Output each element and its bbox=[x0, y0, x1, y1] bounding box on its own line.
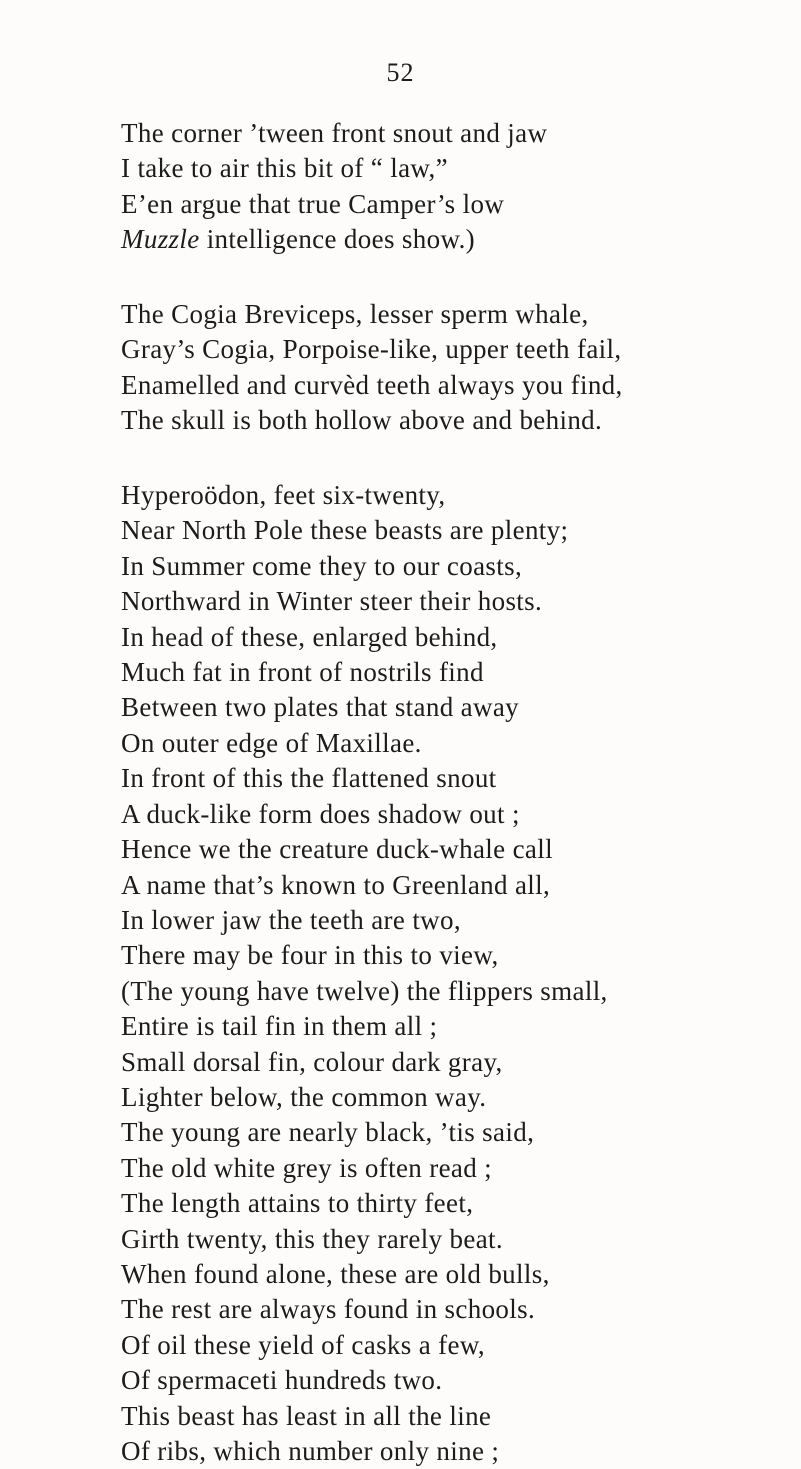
page-number: 52 bbox=[386, 58, 415, 87]
italic-word: Muzzle bbox=[121, 224, 200, 255]
poem-line: A name that’s known to Greenland all, bbox=[121, 869, 551, 900]
poem-line: Small dorsal fin, colour dark gray, bbox=[121, 1046, 503, 1077]
poem-line: Entire is tail fin in them all ; bbox=[121, 1011, 438, 1042]
poem-line: Of ribs, which number only nine ; bbox=[121, 1436, 500, 1466]
poem-line: Lighter below, the common way. bbox=[121, 1081, 487, 1112]
poem-line: In front of this the flattened snout bbox=[121, 763, 497, 794]
poem-line: Enamelled and curvèd teeth always you find, bbox=[121, 369, 623, 400]
poem-line: The Cogia Breviceps, lesser sperm whale, bbox=[121, 299, 589, 330]
poem-line: (The young have twelve) the flippers small, bbox=[121, 975, 608, 1006]
poem-line: In Summer come they to our coasts, bbox=[121, 550, 523, 581]
poem-line: I take to air this bit of “ law,” bbox=[121, 153, 448, 184]
poem-line: The corner ’tween front snout and jaw bbox=[121, 118, 548, 148]
poem-line: In head of these, enlarged behind, bbox=[121, 621, 498, 652]
poem-line: Hyperoödon, feet six-twenty, bbox=[121, 480, 446, 511]
poem-line: The length attains to thirty feet, bbox=[121, 1188, 474, 1219]
line-remainder: intelligence does show.) bbox=[199, 224, 476, 255]
poem-line: The old white grey is often read ; bbox=[121, 1152, 493, 1183]
poem-line: Gray’s Cogia, Porpoise-like, upper teeth fail, bbox=[121, 334, 622, 365]
poem-line: The skull is both hollow above and behind. bbox=[121, 405, 603, 436]
poem-line: Between two plates that stand away bbox=[121, 692, 520, 723]
poem-line: Northward in Winter steer their hosts. bbox=[121, 586, 543, 617]
poem-line bbox=[121, 222, 781, 257]
poem-line: E’en argue that true Camper’s low bbox=[121, 188, 505, 219]
poem-line: Of spermaceti hundreds two. bbox=[121, 1365, 443, 1396]
poem-line: Hence we the creature duck-whale call bbox=[121, 834, 553, 865]
poem-body bbox=[121, 116, 781, 1469]
poem-line: In lower jaw the teeth are two, bbox=[121, 904, 461, 935]
stanza bbox=[121, 116, 781, 258]
poem-line: Much fat in front of nostrils find bbox=[121, 657, 484, 688]
poem-line: A duck-like form does shadow out ; bbox=[121, 798, 520, 829]
poem-line: On outer edge of Maxillae. bbox=[121, 727, 422, 758]
poem-line: Girth twenty, this they rarely beat. bbox=[121, 1223, 503, 1254]
stanza bbox=[121, 297, 781, 439]
poem-line: This beast has least in all the line bbox=[121, 1400, 492, 1431]
poem-line: The rest are always found in schools. bbox=[121, 1294, 536, 1325]
poem-line: Near North Pole these beasts are plenty; bbox=[121, 515, 569, 546]
poem-line: Of oil these yield of casks a few, bbox=[121, 1329, 486, 1360]
poem-line: The young are nearly black, ’tis said, bbox=[121, 1117, 535, 1148]
poem-line: When found alone, these are old bulls, bbox=[121, 1258, 550, 1289]
stanza bbox=[121, 478, 781, 1469]
poem-line: There may be four in this to view, bbox=[121, 940, 499, 971]
